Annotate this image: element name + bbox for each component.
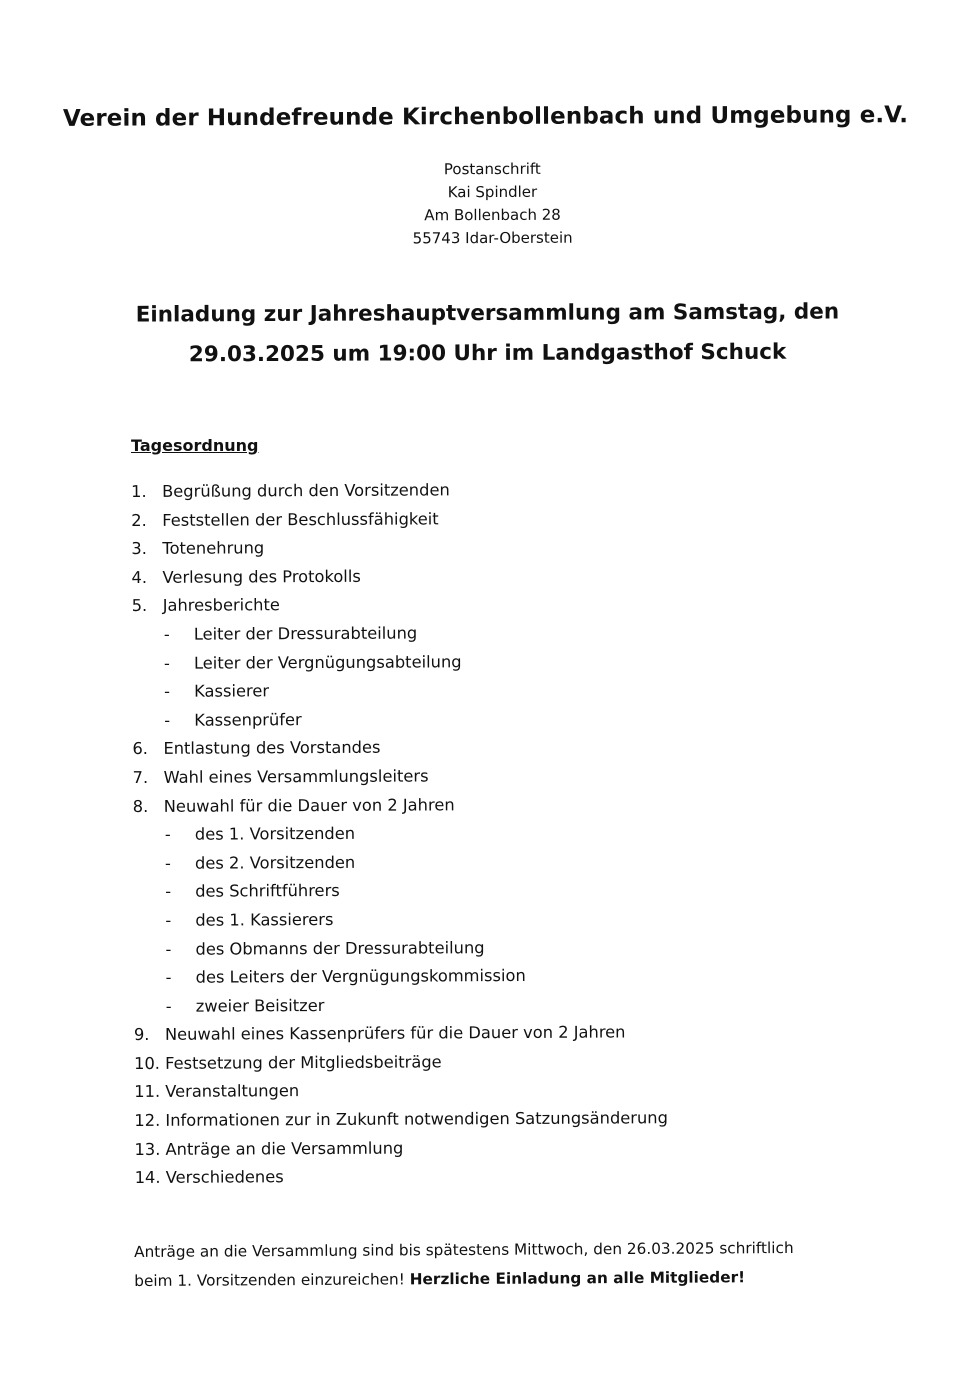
agenda-subitem <box>133 875 773 907</box>
agenda-number: 8. <box>132 796 149 816</box>
agenda-text: des 1. Kassierers <box>195 909 334 930</box>
agenda-subitem <box>132 675 772 707</box>
agenda-bullet: - <box>164 710 171 730</box>
organization-title: Verein der Hundefreunde Kirchenbollenbach und Umgebung e.V. <box>62 102 909 132</box>
footer-line-2 <box>134 1262 894 1296</box>
address-label: Postanschrift <box>443 159 541 179</box>
agenda-item <box>131 532 771 564</box>
agenda-subitem <box>133 904 773 936</box>
agenda-subitem <box>133 932 773 964</box>
agenda-text: Begrüßung durch den Vorsitzenden <box>162 480 450 501</box>
agenda-text: Verschiedenes <box>165 1167 284 1188</box>
agenda-bullet: - <box>164 853 171 873</box>
agenda-item <box>134 1047 774 1079</box>
agenda-number: 11. <box>134 1082 161 1102</box>
agenda-item <box>132 732 772 764</box>
agenda-text: Anträge an die Versammlung <box>165 1138 404 1159</box>
footer-invitation: Herzliche Einladung an alle Mitglieder! <box>409 1268 746 1289</box>
agenda-item <box>132 761 772 793</box>
agenda-number: 13. <box>134 1139 161 1159</box>
agenda-item <box>132 589 772 621</box>
agenda-text: des Obmanns der Dressurabteilung <box>195 937 485 959</box>
agenda-item <box>134 1104 774 1136</box>
agenda-item <box>135 1161 775 1193</box>
agenda-text: Entlastung des Vorstandes <box>163 738 381 759</box>
agenda-item <box>131 475 771 507</box>
agenda-number: 9. <box>133 1025 150 1045</box>
agenda-bullet: - <box>165 996 172 1016</box>
agenda-text: Feststellen der Beschlussfähigkeit <box>162 508 439 530</box>
agenda-text: Veranstaltungen <box>165 1081 300 1102</box>
agenda-bullet: - <box>164 681 171 701</box>
agenda-subitem <box>132 703 772 735</box>
agenda-subitem <box>133 818 773 850</box>
agenda-number: 4. <box>131 567 148 587</box>
agenda-text: Neuwahl für die Dauer von 2 Jahren <box>163 794 455 816</box>
agenda-number: 2. <box>131 510 147 530</box>
agenda-bullet: - <box>163 653 170 673</box>
agenda-text: Festsetzung der Mitgliedsbeiträge <box>165 1052 442 1073</box>
agenda-number: 3. <box>131 539 147 559</box>
agenda-item <box>134 1075 774 1107</box>
invitation-headline <box>0 292 971 376</box>
agenda-text: Leiter der Vergnügungsabteilung <box>193 651 462 673</box>
agenda-text: Wahl eines Versammlungsleiters <box>163 766 429 787</box>
address-name: Kai Spindler <box>447 182 538 202</box>
postal-address <box>0 156 971 252</box>
agenda-bullet: - <box>164 824 171 844</box>
footer-line-2-text: beim 1. Vorsitzenden einzureichen! <box>134 1270 410 1290</box>
agenda-text: des 2. Vorsitzenden <box>194 852 356 873</box>
agenda-text: Kassierer <box>194 681 270 701</box>
agenda-subitem <box>132 646 772 678</box>
agenda-bullet: - <box>163 624 170 644</box>
agenda-item <box>131 560 771 592</box>
agenda-text: zweier Beisitzer <box>195 995 325 1016</box>
agenda-text: des Schriftführers <box>195 881 340 901</box>
headline-line-1: Einladung zur Jahreshauptversammlung am Samstag, den <box>135 299 840 328</box>
agenda-subitem <box>134 961 774 993</box>
agenda-subitem <box>134 989 774 1021</box>
agenda-number: 14. <box>134 1168 161 1188</box>
agenda-bullet: - <box>165 882 172 902</box>
agenda-text: Informationen zur in Zukunft notwendigen Satzungsänderung <box>165 1108 669 1130</box>
agenda-number: 1. <box>131 481 147 501</box>
agenda-bullet: - <box>165 967 172 987</box>
agenda-item <box>134 1132 774 1164</box>
footer-line-1: Anträge an die Versammlung sind bis spätestens Mittwoch, den 26.03.2025 schriftlich <box>134 1238 794 1261</box>
agenda-text: Totenehrung <box>162 538 265 559</box>
agenda-number: 10. <box>134 1053 161 1073</box>
agenda-text: Neuwahl eines Kassenprüfers für die Dauer von 2 Jahren <box>164 1022 626 1045</box>
agenda-item <box>133 789 773 821</box>
agenda-number: 5. <box>131 596 148 616</box>
agenda-bullet: - <box>165 910 172 930</box>
agenda-item <box>134 1018 774 1050</box>
agenda-number: 6. <box>132 739 149 759</box>
agenda-bullet: - <box>165 939 172 959</box>
footer-note <box>134 1233 894 1296</box>
agenda-number: 7. <box>132 767 149 787</box>
address-city: 55743 Idar-Oberstein <box>412 228 573 248</box>
agenda-text: Jahresberichte <box>162 595 280 616</box>
agenda-text: Kassenprüfer <box>194 709 302 730</box>
agenda-text: Leiter der Dressurabteilung <box>193 623 418 644</box>
agenda-text: Verlesung des Protokolls <box>162 566 361 587</box>
headline-line-2: 29.03.2025 um 19:00 Uhr im Landgasthof Schuck <box>188 339 787 368</box>
address-street: Am Bollenbach 28 <box>424 205 561 225</box>
agenda-heading: Tagesordnung <box>131 436 259 455</box>
agenda-text: des 1. Vorsitzenden <box>194 823 356 844</box>
agenda-number: 12. <box>134 1110 161 1131</box>
agenda-text: des Leiters der Vergnügungskommission <box>195 966 526 987</box>
agenda-item <box>131 503 771 535</box>
agenda-list <box>131 475 775 1193</box>
agenda-subitem <box>133 846 773 878</box>
agenda-subitem <box>132 618 772 650</box>
